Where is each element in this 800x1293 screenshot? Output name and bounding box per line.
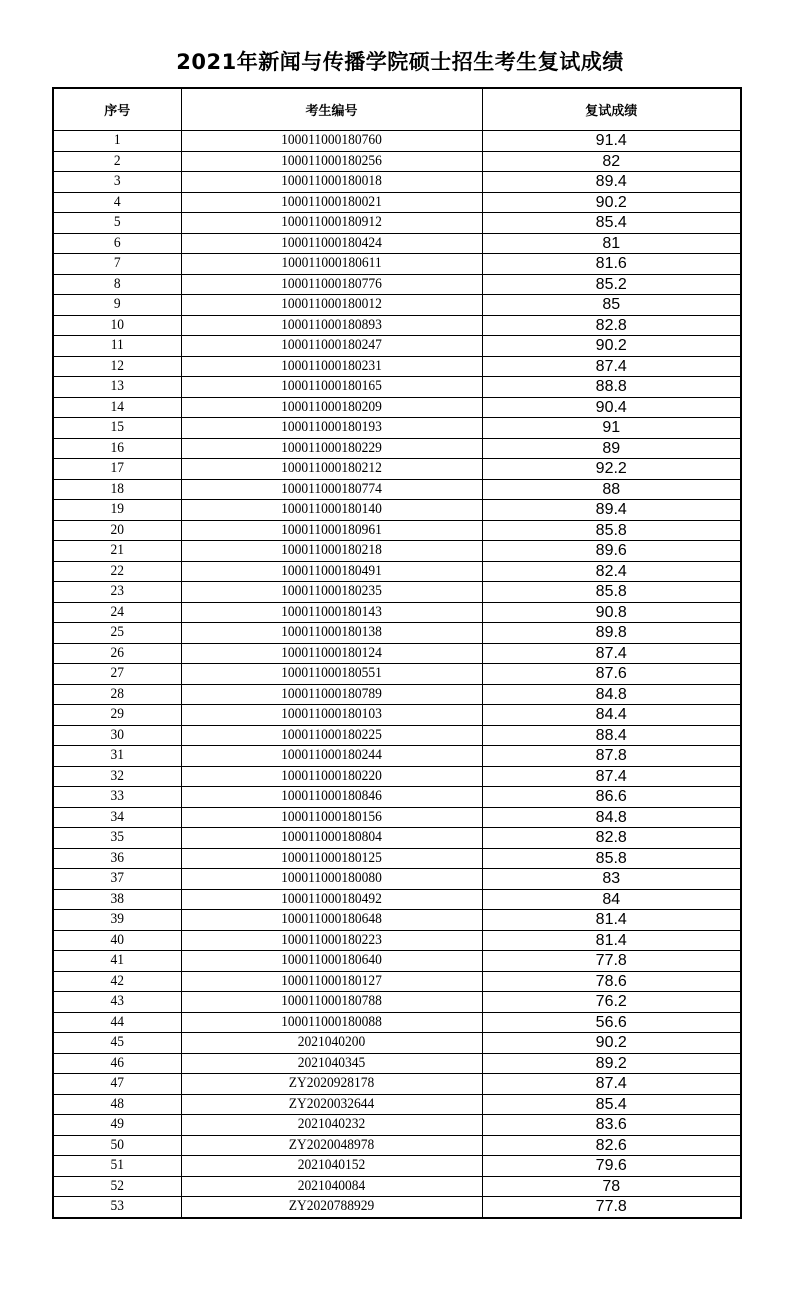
cell-index: 38 bbox=[59, 889, 174, 910]
cell-retest-score: 81 bbox=[482, 233, 741, 254]
scores-table bbox=[52, 87, 742, 1219]
cell-retest-score: 82.6 bbox=[482, 1135, 741, 1156]
cell-index: 6 bbox=[59, 233, 174, 254]
cell-retest-score: 83.6 bbox=[482, 1115, 741, 1136]
cell-candidate-id: 100011000180140 bbox=[196, 500, 467, 521]
cell-index: 19 bbox=[59, 500, 174, 521]
table-row bbox=[53, 971, 741, 992]
cell-candidate-id: 100011000180012 bbox=[196, 295, 467, 316]
cell-retest-score: 84.8 bbox=[482, 807, 741, 828]
table-row bbox=[53, 787, 741, 808]
table-row bbox=[53, 213, 741, 234]
cell-retest-score: 85.8 bbox=[482, 520, 741, 541]
table-row bbox=[53, 151, 741, 172]
cell-retest-score: 85.8 bbox=[482, 848, 741, 869]
cell-index: 13 bbox=[59, 377, 174, 398]
cell-candidate-id: 100011000180088 bbox=[196, 1012, 467, 1033]
table-row bbox=[53, 131, 741, 152]
table-row bbox=[53, 233, 741, 254]
cell-candidate-id: 100011000180231 bbox=[196, 356, 467, 377]
table-row bbox=[53, 274, 741, 295]
cell-retest-score: 89.2 bbox=[482, 1053, 741, 1074]
cell-candidate-id: 100011000180804 bbox=[196, 828, 467, 849]
table-row bbox=[53, 910, 741, 931]
cell-retest-score: 89.4 bbox=[482, 172, 741, 193]
cell-index: 42 bbox=[59, 971, 174, 992]
cell-retest-score: 84.4 bbox=[482, 705, 741, 726]
table-row bbox=[53, 438, 741, 459]
cell-retest-score: 85 bbox=[482, 295, 741, 316]
cell-retest-score: 87.8 bbox=[482, 746, 741, 767]
table-row bbox=[53, 479, 741, 500]
cell-candidate-id: 100011000180223 bbox=[196, 930, 467, 951]
cell-index: 49 bbox=[59, 1115, 174, 1136]
cell-index: 15 bbox=[59, 418, 174, 439]
cell-candidate-id: 100011000180551 bbox=[196, 664, 467, 685]
table-row bbox=[53, 1135, 741, 1156]
header-candidate-id: 考生编号 bbox=[181, 88, 482, 131]
table-row bbox=[53, 684, 741, 705]
cell-index: 18 bbox=[59, 479, 174, 500]
cell-index: 22 bbox=[59, 561, 174, 582]
cell-retest-score: 84.8 bbox=[482, 684, 741, 705]
table-row bbox=[53, 930, 741, 951]
table-row bbox=[53, 459, 741, 480]
cell-candidate-id: 100011000180143 bbox=[196, 602, 467, 623]
cell-retest-score: 85.2 bbox=[482, 274, 741, 295]
cell-retest-score: 90.8 bbox=[482, 602, 741, 623]
table-row bbox=[53, 766, 741, 787]
table-row bbox=[53, 377, 741, 398]
table-row bbox=[53, 725, 741, 746]
cell-index: 10 bbox=[59, 315, 174, 336]
cell-retest-score: 88 bbox=[482, 479, 741, 500]
cell-index: 3 bbox=[59, 172, 174, 193]
cell-retest-score: 90.2 bbox=[482, 192, 741, 213]
cell-index: 41 bbox=[59, 951, 174, 972]
cell-index: 34 bbox=[59, 807, 174, 828]
cell-index: 4 bbox=[59, 192, 174, 213]
cell-index: 25 bbox=[59, 623, 174, 644]
table-row bbox=[53, 889, 741, 910]
cell-retest-score: 83 bbox=[482, 869, 741, 890]
document-title: 2021年新闻与传播学院硕士招生考生复试成绩 bbox=[176, 50, 624, 74]
cell-candidate-id: 100011000180127 bbox=[196, 971, 467, 992]
table-row bbox=[53, 500, 741, 521]
table-row bbox=[53, 705, 741, 726]
table-row bbox=[53, 1094, 741, 1115]
cell-candidate-id: 100011000180774 bbox=[196, 479, 467, 500]
table-row bbox=[53, 1156, 741, 1177]
cell-candidate-id: 100011000180193 bbox=[196, 418, 467, 439]
cell-index: 16 bbox=[59, 438, 174, 459]
cell-candidate-id: 100011000180021 bbox=[196, 192, 467, 213]
table-row bbox=[53, 1012, 741, 1033]
cell-index: 53 bbox=[59, 1197, 174, 1218]
cell-index: 31 bbox=[59, 746, 174, 767]
cell-retest-score: 90.2 bbox=[482, 336, 741, 357]
table-row bbox=[53, 397, 741, 418]
cell-candidate-id: 2021040200 bbox=[196, 1033, 467, 1054]
cell-retest-score: 78.6 bbox=[482, 971, 741, 992]
cell-candidate-id: 100011000180218 bbox=[196, 541, 467, 562]
cell-retest-score: 89 bbox=[482, 438, 741, 459]
table-row bbox=[53, 561, 741, 582]
cell-retest-score: 82.4 bbox=[482, 561, 741, 582]
cell-index: 24 bbox=[59, 602, 174, 623]
cell-index: 35 bbox=[59, 828, 174, 849]
cell-index: 29 bbox=[59, 705, 174, 726]
cell-candidate-id: ZY2020048978 bbox=[196, 1135, 467, 1156]
cell-index: 48 bbox=[59, 1094, 174, 1115]
cell-retest-score: 91 bbox=[482, 418, 741, 439]
cell-candidate-id: 100011000180080 bbox=[196, 869, 467, 890]
table-row bbox=[53, 602, 741, 623]
cell-index: 1 bbox=[59, 131, 174, 152]
cell-retest-score: 77.8 bbox=[482, 951, 741, 972]
table-row bbox=[53, 315, 741, 336]
cell-candidate-id: 100011000180235 bbox=[196, 582, 467, 603]
table-row bbox=[53, 520, 741, 541]
table-row bbox=[53, 582, 741, 603]
cell-index: 20 bbox=[59, 520, 174, 541]
cell-retest-score: 89.4 bbox=[482, 500, 741, 521]
table-row bbox=[53, 1074, 741, 1095]
cell-index: 39 bbox=[59, 910, 174, 931]
cell-index: 36 bbox=[59, 848, 174, 869]
cell-retest-score: 89.6 bbox=[482, 541, 741, 562]
table-row bbox=[53, 1176, 741, 1197]
cell-index: 8 bbox=[59, 274, 174, 295]
cell-index: 37 bbox=[59, 869, 174, 890]
table-row bbox=[53, 1197, 741, 1218]
cell-candidate-id: 100011000180018 bbox=[196, 172, 467, 193]
cell-candidate-id: 100011000180961 bbox=[196, 520, 467, 541]
cell-index: 33 bbox=[59, 787, 174, 808]
table-row bbox=[53, 623, 741, 644]
cell-retest-score: 76.2 bbox=[482, 992, 741, 1013]
cell-candidate-id: 2021040345 bbox=[196, 1053, 467, 1074]
cell-candidate-id: ZY2020032644 bbox=[196, 1094, 467, 1115]
table-row bbox=[53, 746, 741, 767]
cell-index: 52 bbox=[59, 1176, 174, 1197]
cell-retest-score: 90.4 bbox=[482, 397, 741, 418]
cell-retest-score: 91.4 bbox=[482, 131, 741, 152]
cell-index: 23 bbox=[59, 582, 174, 603]
cell-candidate-id: 100011000180492 bbox=[196, 889, 467, 910]
cell-candidate-id: 100011000180776 bbox=[196, 274, 467, 295]
cell-candidate-id: 100011000180125 bbox=[196, 848, 467, 869]
cell-retest-score: 85.8 bbox=[482, 582, 741, 603]
header-row bbox=[53, 88, 741, 131]
cell-index: 50 bbox=[59, 1135, 174, 1156]
cell-candidate-id: 100011000180124 bbox=[196, 643, 467, 664]
cell-candidate-id: ZY2020788929 bbox=[196, 1197, 467, 1218]
cell-candidate-id: 100011000180209 bbox=[196, 397, 467, 418]
cell-index: 2 bbox=[59, 151, 174, 172]
cell-index: 44 bbox=[59, 1012, 174, 1033]
table-row bbox=[53, 418, 741, 439]
table-row bbox=[53, 1033, 741, 1054]
cell-candidate-id: ZY2020928178 bbox=[196, 1074, 467, 1095]
cell-index: 45 bbox=[59, 1033, 174, 1054]
cell-retest-score: 77.8 bbox=[482, 1197, 741, 1218]
cell-retest-score: 82.8 bbox=[482, 315, 741, 336]
cell-index: 12 bbox=[59, 356, 174, 377]
cell-index: 51 bbox=[59, 1156, 174, 1177]
cell-retest-score: 82.8 bbox=[482, 828, 741, 849]
cell-retest-score: 81.6 bbox=[482, 254, 741, 275]
cell-retest-score: 89.8 bbox=[482, 623, 741, 644]
table-row bbox=[53, 172, 741, 193]
cell-candidate-id: 2021040232 bbox=[196, 1115, 467, 1136]
cell-index: 46 bbox=[59, 1053, 174, 1074]
cell-candidate-id: 100011000180789 bbox=[196, 684, 467, 705]
cell-retest-score: 82 bbox=[482, 151, 741, 172]
cell-index: 5 bbox=[59, 213, 174, 234]
cell-retest-score: 86.6 bbox=[482, 787, 741, 808]
cell-index: 30 bbox=[59, 725, 174, 746]
cell-candidate-id: 100011000180640 bbox=[196, 951, 467, 972]
cell-retest-score: 81.4 bbox=[482, 930, 741, 951]
cell-retest-score: 56.6 bbox=[482, 1012, 741, 1033]
cell-candidate-id: 100011000180648 bbox=[196, 910, 467, 931]
table-row bbox=[53, 869, 741, 890]
cell-index: 40 bbox=[59, 930, 174, 951]
table-row bbox=[53, 951, 741, 972]
cell-retest-score: 88.4 bbox=[482, 725, 741, 746]
cell-candidate-id: 100011000180229 bbox=[196, 438, 467, 459]
cell-candidate-id: 100011000180156 bbox=[196, 807, 467, 828]
cell-retest-score: 85.4 bbox=[482, 1094, 741, 1115]
cell-retest-score: 85.4 bbox=[482, 213, 741, 234]
cell-candidate-id: 2021040084 bbox=[196, 1176, 467, 1197]
cell-candidate-id: 100011000180165 bbox=[196, 377, 467, 398]
cell-retest-score: 87.4 bbox=[482, 766, 741, 787]
cell-candidate-id: 100011000180220 bbox=[196, 766, 467, 787]
cell-index: 28 bbox=[59, 684, 174, 705]
table-row bbox=[53, 254, 741, 275]
cell-candidate-id: 100011000180424 bbox=[196, 233, 467, 254]
table-row bbox=[53, 356, 741, 377]
table-row bbox=[53, 828, 741, 849]
cell-index: 21 bbox=[59, 541, 174, 562]
table-row bbox=[53, 807, 741, 828]
cell-retest-score: 88.8 bbox=[482, 377, 741, 398]
cell-candidate-id: 2021040152 bbox=[196, 1156, 467, 1177]
cell-index: 7 bbox=[59, 254, 174, 275]
cell-candidate-id: 100011000180491 bbox=[196, 561, 467, 582]
cell-index: 14 bbox=[59, 397, 174, 418]
table-row bbox=[53, 848, 741, 869]
cell-retest-score: 84 bbox=[482, 889, 741, 910]
cell-candidate-id: 100011000180912 bbox=[196, 213, 467, 234]
cell-candidate-id: 100011000180256 bbox=[196, 151, 467, 172]
cell-retest-score: 87.4 bbox=[482, 643, 741, 664]
cell-retest-score: 87.4 bbox=[482, 1074, 741, 1095]
table-row bbox=[53, 1053, 741, 1074]
table-row bbox=[53, 643, 741, 664]
cell-retest-score: 87.4 bbox=[482, 356, 741, 377]
cell-retest-score: 79.6 bbox=[482, 1156, 741, 1177]
cell-index: 43 bbox=[59, 992, 174, 1013]
cell-index: 32 bbox=[59, 766, 174, 787]
header-index: 序号 bbox=[53, 88, 181, 131]
cell-index: 47 bbox=[59, 1074, 174, 1095]
cell-candidate-id: 100011000180103 bbox=[196, 705, 467, 726]
cell-candidate-id: 100011000180611 bbox=[196, 254, 467, 275]
cell-retest-score: 90.2 bbox=[482, 1033, 741, 1054]
table-row bbox=[53, 336, 741, 357]
table-row bbox=[53, 1115, 741, 1136]
table-row bbox=[53, 295, 741, 316]
cell-retest-score: 78 bbox=[482, 1176, 741, 1197]
cell-candidate-id: 100011000180788 bbox=[196, 992, 467, 1013]
cell-candidate-id: 100011000180760 bbox=[196, 131, 467, 152]
cell-index: 17 bbox=[59, 459, 174, 480]
table-row bbox=[53, 541, 741, 562]
cell-candidate-id: 100011000180244 bbox=[196, 746, 467, 767]
cell-index: 9 bbox=[59, 295, 174, 316]
cell-candidate-id: 100011000180846 bbox=[196, 787, 467, 808]
cell-index: 27 bbox=[59, 664, 174, 685]
cell-candidate-id: 100011000180138 bbox=[196, 623, 467, 644]
table-row bbox=[53, 664, 741, 685]
cell-retest-score: 87.6 bbox=[482, 664, 741, 685]
cell-candidate-id: 100011000180247 bbox=[196, 336, 467, 357]
table-body bbox=[53, 131, 741, 1218]
cell-retest-score: 92.2 bbox=[482, 459, 741, 480]
table-row bbox=[53, 192, 741, 213]
cell-candidate-id: 100011000180893 bbox=[196, 315, 467, 336]
cell-index: 11 bbox=[59, 336, 174, 357]
table-row bbox=[53, 992, 741, 1013]
header-retest-score: 复试成绩 bbox=[482, 88, 741, 131]
cell-index: 26 bbox=[59, 643, 174, 664]
cell-candidate-id: 100011000180225 bbox=[196, 725, 467, 746]
cell-candidate-id: 100011000180212 bbox=[196, 459, 467, 480]
cell-retest-score: 81.4 bbox=[482, 910, 741, 931]
